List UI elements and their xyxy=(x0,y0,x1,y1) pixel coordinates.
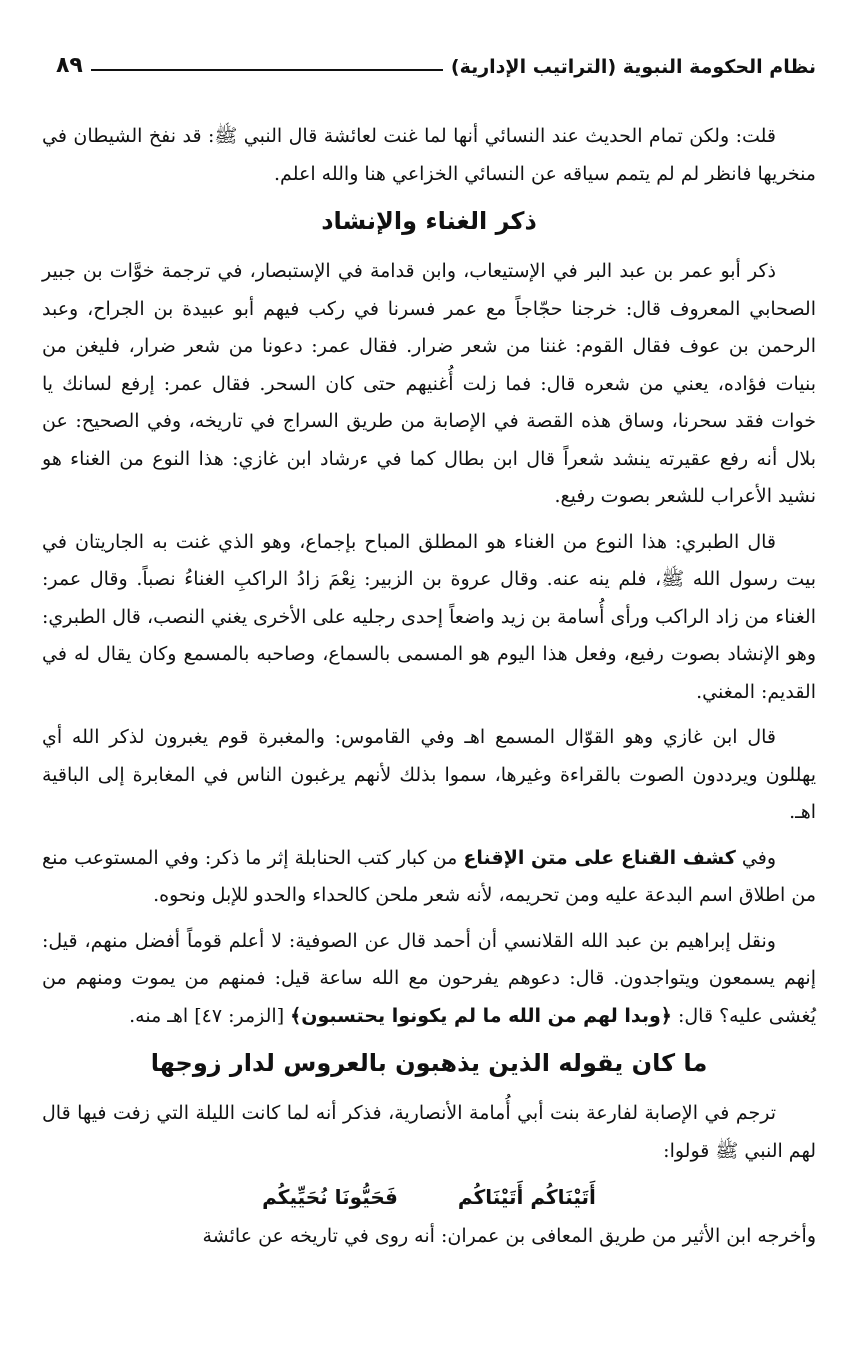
book-title-bold: كشف القناع على متن الإقناع xyxy=(463,846,736,869)
page-body xyxy=(42,118,816,1264)
p6-text-end: [الزمر: ٤٧] اهـ منه. xyxy=(129,1004,291,1027)
paragraph-4: قال ابن غازي وهو القوّال المسمع اهـ وفي القاموس: والمغبرة قوم يغبرون لذكر الله أي يهللون ويرددون الصوت بالقراءة وغيرها، سموا بذلك لأنهم يرغبون الناس في المغابرة إلى الباقية اهـ. xyxy=(42,726,816,823)
poem-verse xyxy=(42,1178,816,1216)
paragraph-7: ترجم في الإصابة لفارعة بنت أبي أُمامة الأنصارية، فذكر أنه لما كانت الليلة التي زفت فيها قال لهم النبي ﷺ قولوا: xyxy=(42,1102,816,1162)
quran-quote: ﴿وبدا لهم من الله ما لم يكونوا يحتسبون﴾ xyxy=(290,1004,672,1027)
paragraph-5 xyxy=(42,840,816,915)
page-number: ٨٩ xyxy=(56,53,83,78)
section-heading-singing: ذكر الغناء والإنشاد xyxy=(321,207,537,235)
paragraph-2: ذكر أبو عمر بن عبد البر في الإستيعاب، وابن قدامة في الإستبصار، في ترجمة خوَّات بن جبير الصحابي المعروف قال: خرجنا حجّاجاً مع عمر فسرنا في ركب فيهم أبو عبيدة بن الجراح، وعبد الرحمن بن عوف فقال القوم: غننا من شعر ضرار. فقال عمر: دعونا من شعر ضرار، فليغن من بنيات فؤاده، يعني من شعره قال: فما زلت أُغنيهم حتى كان السحر. فقال عمر: إرفع لسانك يا خوات فقد سحرنا، وساق هذه القصة في الإصابة من طريق السراج في تاريخه، وفي الصحيح: عن بلال أنه رفع عقيرته ينشد شعراً قال ابن بطال كما في ءرشاد ابن غازي: هذا النوع من الغناء هو نشيد الأعراب للشعر بصوت رفيع. xyxy=(42,260,816,507)
p6-text-start: ونقل إبراهيم بن عبد الله القلانسي أن أحمد قال عن الصوفية: لا أعلم قوماً أفضل منهم، قيل: إنهم يسمعون ويتواجدون. قال: دعوهم يفرحون مع الله ساعة قيل: فمنهم من يموت ومنهم من يُغشى عليه؟ قال: xyxy=(42,929,816,1027)
p5-text-end: من كبار كتب الحنابلة إثر ما ذكر: وفي المستوعب منع من اطلاق اسم البدعة عليه ومن تحريمه، لأنه شعر ملحن كالحداء والحدو للإبل ونحوه. xyxy=(42,846,816,906)
verse-hemistich-left: فَحَيُّونَا نُحَيِّيكُم xyxy=(262,1185,398,1209)
paragraph-3: قال الطبري: هذا النوع من الغناء هو المطلق المباح بإجماع، وهو الذي غنت به الجاريتان في بيت رسول الله ﷺ، فلم ينه عنه. وقال عروة بن الزبير: نِعْمَ زادُ الراكبِ الغناءُ نصباً. وقال عمر: الغناء من زاد الراكب ورأى أُسامة بن زيد واضعاً إحدى رجليه على الأخرى يغني النصب، قال الطبري: وهو الإنشاد بصوت رفيع، وفعل هذا اليوم هو المسمى بالسماع، وصاحبه بالمسمع وكان يقال له في القديم: المغني. xyxy=(42,530,816,703)
page-header xyxy=(56,50,816,78)
paragraph-1: قلت: ولكن تمام الحديث عند النسائي أنها لما غنت لعائشة قال النبي ﷺ: قد نفخ الشيطان في منخريها فانظر لم لم يتمم سياقه عن النسائي الخزاعي هنا والله اعلم. xyxy=(42,125,816,185)
running-title: نظام الحكومة النبوية (التراتيب الإدارية) xyxy=(450,56,816,78)
verse-hemistich-right: أَتَيْنَاكُم أَتَيْنَاكُم xyxy=(457,1185,596,1209)
paragraph-8: وأخرجه ابن الأثير من طريق المعافى بن عمران: أنه روى في تاريخه عن عائشة xyxy=(202,1225,816,1247)
section-heading-bride: ما كان يقوله الذين يذهبون بالعروس لدار زوجها xyxy=(150,1049,708,1077)
header-rule xyxy=(91,69,443,71)
paragraph-6 xyxy=(42,923,816,1036)
p5-text-start: وفي xyxy=(735,846,776,869)
